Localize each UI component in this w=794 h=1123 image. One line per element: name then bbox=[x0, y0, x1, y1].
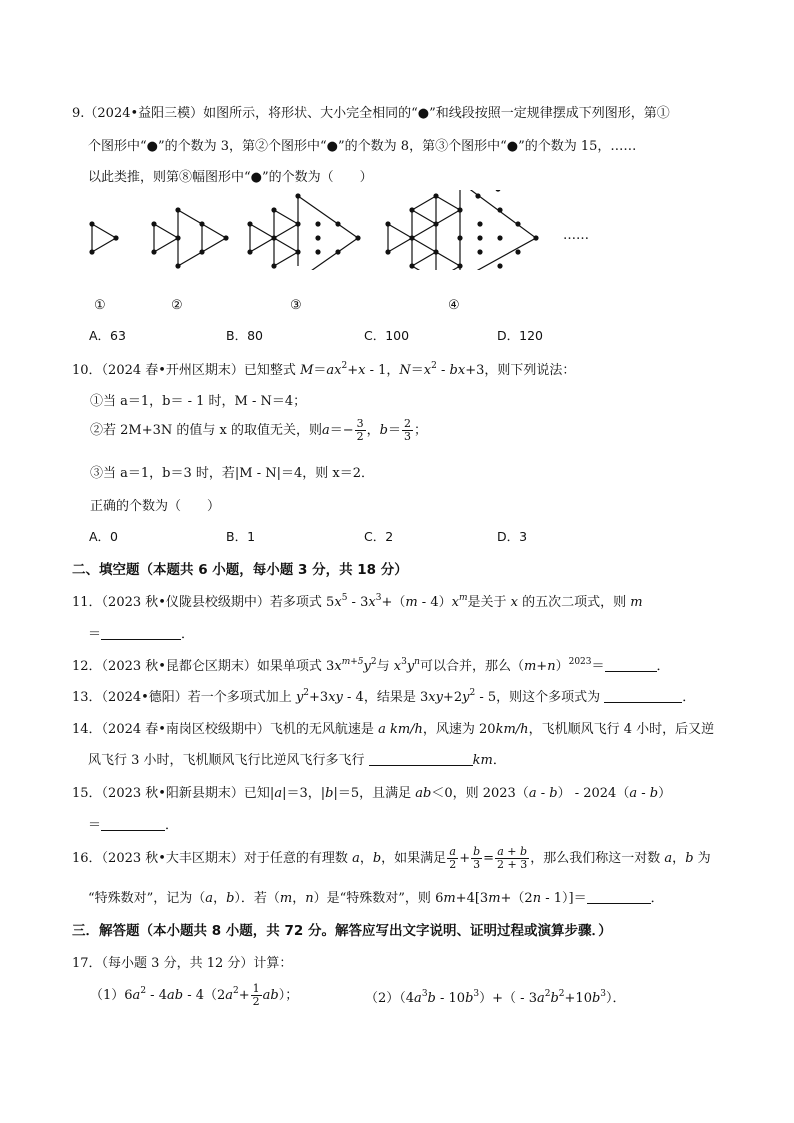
fig-label-4: ④ bbox=[448, 298, 460, 313]
q10-option-b: B．1 bbox=[226, 529, 256, 544]
q14-answer-blank[interactable] bbox=[369, 753, 473, 766]
q9-option-b: B．80 bbox=[226, 328, 263, 343]
fig-label-2: ② bbox=[171, 298, 183, 313]
fig-label-3: ③ bbox=[290, 298, 302, 313]
q12-line: 12．（2023 秋•昆都仑区期末）如果单项式 $3x^{m+5}y^2$与 $x^3y^n$可以合并，那么$(m+n)^{2023}=$ ． bbox=[72, 657, 670, 674]
q10-option-a: A．0 bbox=[89, 529, 119, 544]
q15-line1: 15．（2023 秋•阳新县期末）已知|a|＝3，|b|＝5，且满足 ab＜0，则 2023（a - b） - 2024（a - b） bbox=[72, 786, 672, 801]
q17-title: 17．（每小题 3 分，共 12 分）计算： bbox=[72, 956, 293, 971]
q13-line: 13．（2024•德阳）若一个多项式加上 $y^2+3xy - 4$，结果是 $3xy+2y^2 - 5$，则这个多项式为 ． bbox=[72, 688, 696, 705]
q10-option-d: D．3 bbox=[497, 529, 528, 544]
q14-line1: 14．（2024 春•南岗区校级期中）飞机的无风航速是 a km/h，风速为 20km/h，飞机顺风飞行 4 小时，后又逆 bbox=[72, 722, 715, 737]
q9-option-d: D．120 bbox=[497, 328, 543, 343]
q10-statement-1: ①当 a＝1，b＝ - 1 时，M - N＝4； bbox=[90, 394, 307, 409]
q11-line1: 11．（2023 秋•仪陇县校级期中）若多项式 $5x^5 - 3x^3+(m - 4)x^m$是关于 x 的五次二项式，则 m bbox=[72, 593, 643, 610]
q17-part1: $(1)6a^2 - 4ab - 4(2a^2+$ $\frac{1}{2}$ ab）； bbox=[90, 982, 299, 1008]
q10-option-c: C．2 bbox=[364, 529, 394, 544]
q10-statement-3: ③当 a＝1，b＝3 时，若|M - N|＝4，则 x＝2． bbox=[90, 466, 374, 481]
q13-answer-blank[interactable] bbox=[604, 690, 682, 703]
q9-line1: 9.（2024•益阳三模）如图所示，将形状、大小完全相同的“●”和线段按照一定规律摆成下列图形，第① bbox=[72, 106, 670, 121]
q11-line2: ＝ ． bbox=[88, 627, 195, 642]
q9-line3: 以此类推，则第⑧幅图形中“●”的个数为（ ） bbox=[88, 170, 373, 185]
q15-answer-blank[interactable] bbox=[101, 818, 165, 831]
section-2-heading: 二、填空题（本题共 6 小题，每小题 3 分，共 18 分） bbox=[72, 562, 408, 578]
dot-group bbox=[89, 190, 538, 270]
q9-option-c: C．100 bbox=[364, 328, 410, 343]
q17-part2: $(2)(4a^3b - 10b^3)+( - 3a^2b^2+10b^3)$． bbox=[365, 989, 626, 1006]
q16-line2: “特殊数对”，记为（a，b）．若（m，n）是“特殊数对”，则 6m+4[3m+（2n - 1）]＝ ． bbox=[88, 891, 664, 906]
q9-option-a: A．63 bbox=[89, 328, 126, 343]
q10-statement-2: ②若 2M+3N 的值与 x 的取值无关，则a＝− $\frac{3}{2}$ ，b＝ $\frac{2}{3}$ ； bbox=[90, 417, 428, 443]
q16-line1: 16．（2023 秋•大丰区期末）对于任意的有理数 a，b，如果满足 $\frac{a}{2}$ + $\frac{b}{3}$ = $\frac{a + b}{2 + 3}$ ，那么我们称这一对数 a，b 为 bbox=[72, 845, 711, 871]
q10-stem: 10．（2024 春•开州区期末）已知整式 $M=ax^2+x - 1$，$N=x^2 - bx+3$，则下列说法： bbox=[72, 361, 576, 378]
q9-line2: 个图形中“●”的个数为 3，第②个图形中“●”的个数为 8，第③个图形中“●”的个数为 15，…… bbox=[88, 139, 637, 154]
fig-label-1: ① bbox=[94, 298, 106, 313]
q9-figure bbox=[80, 190, 620, 270]
q11-answer-blank[interactable] bbox=[101, 627, 181, 640]
section-3-heading: 三．解答题（本小题共 8 小题，共 72 分。解答应写出文字说明、证明过程或演算步骤．） bbox=[72, 923, 612, 939]
q15-line2: ＝ ． bbox=[88, 818, 179, 833]
q12-answer-blank[interactable] bbox=[605, 659, 657, 672]
figure-ellipsis: …… bbox=[563, 228, 589, 243]
q14-line2: 风飞行 3 小时，飞机顺风飞行比逆风飞行多飞行 km． bbox=[88, 753, 506, 768]
q16-answer-blank[interactable] bbox=[587, 891, 651, 904]
q10-ask: 正确的个数为（ ） bbox=[90, 499, 221, 514]
